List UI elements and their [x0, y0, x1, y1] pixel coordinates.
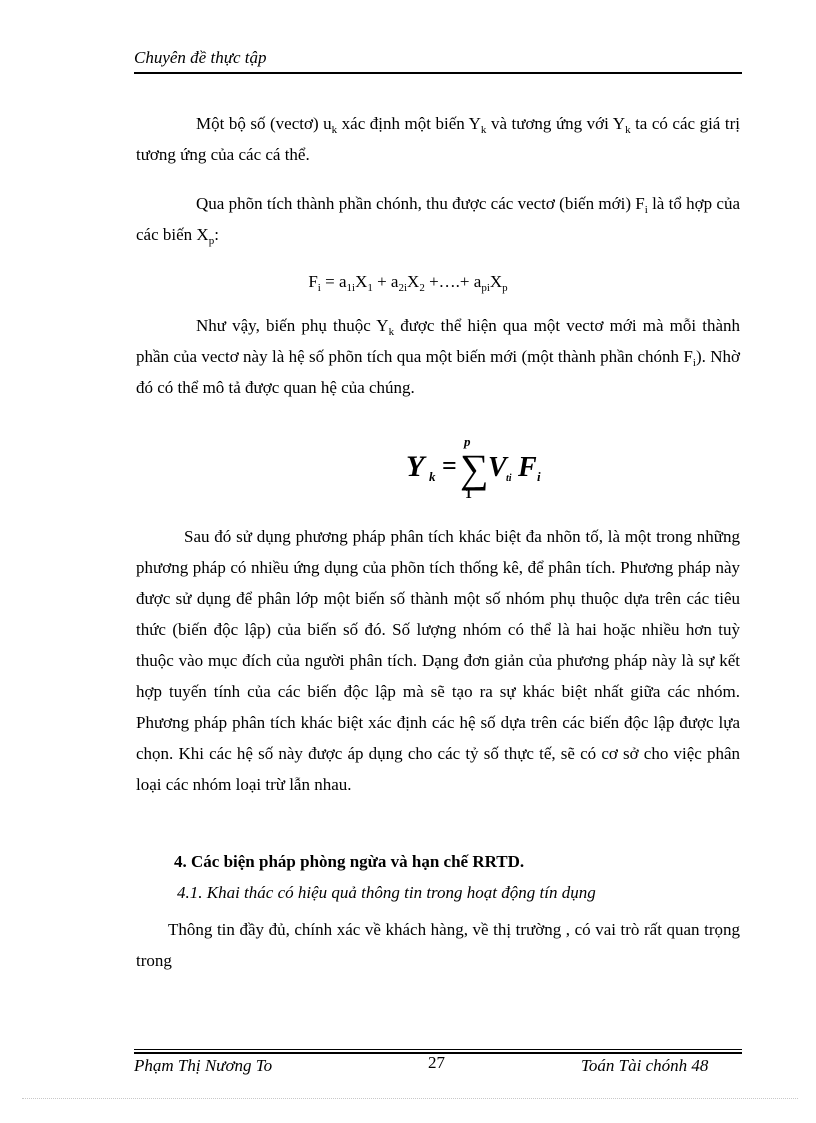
formula-lower-limit: 1 [465, 487, 472, 502]
paragraph-principal-components: Qua phõn tích thành phần chónh, thu được các vectơ (biến mới) $F_i$ là tổ hợp của các biến $X_p$: [136, 194, 740, 247]
formula-v: V [488, 452, 507, 483]
subsection-heading-4-1: 4.1. Khai thác có hiệu quả thông tin trong hoạt động tín dụng [177, 883, 596, 902]
paragraph-information: Thông tin đầy đủ, chính xác về khách hàng, về thị trường , có vai trò rất quan trọng trong [136, 920, 740, 970]
formula-v-sub: ti [506, 473, 512, 484]
formula-lhs-sub: k [429, 469, 436, 484]
formula-sigma: ∑ [460, 446, 489, 491]
formula-equals: = [442, 451, 457, 480]
formula-f-sub: i [537, 469, 541, 484]
footer-class: Toán Tài chónh 48 [581, 1056, 709, 1075]
header-rule [134, 72, 742, 74]
footer-rule-thin [134, 1049, 742, 1050]
paragraph-vector: Một bộ số (vectơ) $u_k$ xác định một biến $Y_k$ và tương ứng với $Y_k$ ta có các giá trị tương ứng của các cá thể. [136, 114, 740, 164]
paragraph-dependent-variable: Như vậy, biến phụ thuộc $Y_k$ được thể hiện qua một vectơ mới mà mỗi thành phần của vectơ này là hệ số phõn tích qua một biến mới (một thành phần chónh $F_i$). Nhờ đó có thể mô tả được quan hệ của chúng. [136, 316, 740, 397]
footer-page-number: 27 [428, 1053, 445, 1072]
section-heading-4: 4. Các biện pháp phòng ngừa và hạn chế RRTD. [174, 852, 525, 871]
linear-combination-formula: $F_i = a_{1i}X_1 + a_{2i}X_2$ +….+ $a_{pi}X_p$ [308, 272, 508, 294]
page-bottom-divider [22, 1098, 798, 1099]
paragraph-discriminant-analysis: Sau đó sử dụng phương pháp phân tích khác biệt đa nhõn tố, là một trong những phương pháp có nhiều ứng dụng của phõn tích thống kê, để phân tích. Phương pháp này được sử dụng để phân lớp một biến số thành một số nhóm phụ thuộc dựa trên các tiêu thức (biến độc lập) của biến số đó. Số lượng nhóm có thể là hai hoặc nhiều hơn tuỳ thuộc vào mục đích của người phân tích. Dạng đơn giản của phương pháp này là sự kết hợp tuyến tính của các biến độc lập mà sẽ tạo ra sự khác biệt nhất giữa các nhóm. Phương pháp phân tích khác biệt xác định các hệ số dựa trên các biến độc lập được lựa chọn. Khi các hệ số này được áp dụng cho các tỷ số thực tế, sẽ có cơ sở cho việc phân loại các nhóm loại trừ lẫn nhau. [136, 527, 740, 794]
page-header-title: Chuyên đề thực tập [134, 48, 267, 67]
summation-formula [396, 436, 576, 506]
formula-lhs: Y [406, 450, 425, 483]
footer-author: Phạm Thị Nương To [134, 1056, 273, 1075]
formula-upper-limit: p [464, 436, 471, 449]
formula-f: F [518, 452, 537, 483]
